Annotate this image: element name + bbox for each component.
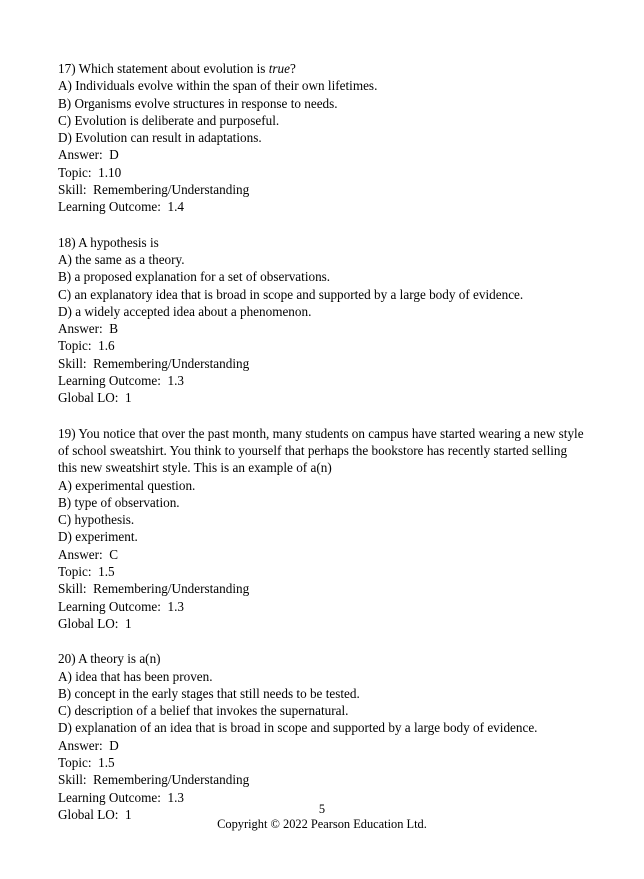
global-lo-label: Global LO: 1 [58, 806, 132, 822]
answer-option: D) a widely accepted idea about a phenomenon. [58, 303, 312, 319]
question-stem-prefix: 19) You notice that over the past month, many students on campus have started wearing a new style of school sweatshirt. You think to yourself that perhaps the bookstore has recently started selling this new sweatshirt style. This is an example of a(n) [58, 425, 587, 476]
question-block [58, 60, 588, 216]
answer-option: D) experiment. [58, 529, 138, 545]
question-stem [58, 60, 588, 77]
answer-option: D) explanation of an idea that is broad in scope and supported by a large body of evidence. [58, 720, 538, 736]
answer-option: B) Organisms evolve structures in response to needs. [58, 95, 338, 111]
learning-outcome-label: Learning Outcome: 1.3 [58, 598, 184, 614]
answer-option: A) idea that has been proven. [58, 668, 213, 684]
question-block [58, 650, 588, 823]
question-stem [58, 650, 588, 667]
topic-label: Topic: 1.5 [58, 564, 115, 580]
learning-outcome-label: Learning Outcome: 1.3 [58, 789, 184, 805]
answer-key: Answer: D [58, 737, 119, 753]
copyright-notice: Copyright © 2022 Pearson Education Ltd. [217, 817, 427, 831]
skill-label: Skill: Remembering/Understanding [58, 182, 250, 198]
question-stem-prefix: 18) A hypothesis is [58, 234, 159, 250]
skill-label: Skill: Remembering/Understanding [58, 581, 250, 597]
topic-label: Topic: 1.6 [58, 338, 115, 354]
answer-option: B) type of observation. [58, 494, 180, 510]
answer-key: Answer: D [58, 147, 119, 163]
page-number: 5 [318, 802, 326, 816]
learning-outcome-label: Learning Outcome: 1.4 [58, 199, 184, 215]
question-stem [58, 425, 588, 477]
answer-option: B) concept in the early stages that still needs to be tested. [58, 685, 360, 701]
skill-label: Skill: Remembering/Understanding [58, 772, 250, 788]
page-footer [0, 802, 644, 832]
skill-label: Skill: Remembering/Understanding [58, 355, 250, 371]
question-block [58, 234, 588, 407]
question-stem-prefix: 17) Which statement about evolution is [58, 61, 269, 76]
question-stem-suffix: ? [289, 61, 296, 76]
learning-outcome-label: Learning Outcome: 1.3 [58, 373, 184, 389]
global-lo-label: Global LO: 1 [58, 390, 132, 406]
answer-key: Answer: C [58, 546, 119, 562]
topic-label: Topic: 1.10 [58, 164, 122, 180]
answer-option: C) an explanatory idea that is broad in scope and supported by a large body of evidence. [58, 286, 524, 302]
answer-key: Answer: B [58, 321, 119, 337]
answer-option: A) Individuals evolve within the span of their own lifetimes. [58, 78, 378, 94]
answer-option: C) description of a belief that invokes the supernatural. [58, 703, 349, 719]
topic-label: Topic: 1.5 [58, 754, 115, 770]
answer-option: C) hypothesis. [58, 512, 135, 528]
question-stem-emphasis: true [268, 61, 290, 76]
answer-option: C) Evolution is deliberate and purposeful. [58, 112, 280, 128]
page-content [58, 60, 588, 841]
question-stem [58, 234, 588, 251]
answer-option: B) a proposed explanation for a set of observations. [58, 269, 331, 285]
global-lo-label: Global LO: 1 [58, 615, 132, 631]
answer-option: A) the same as a theory. [58, 251, 185, 267]
answer-option: D) Evolution can result in adaptations. [58, 130, 262, 146]
question-block [58, 425, 588, 633]
answer-option: A) experimental question. [58, 477, 196, 493]
question-stem-prefix: 20) A theory is a(n) [58, 651, 161, 667]
